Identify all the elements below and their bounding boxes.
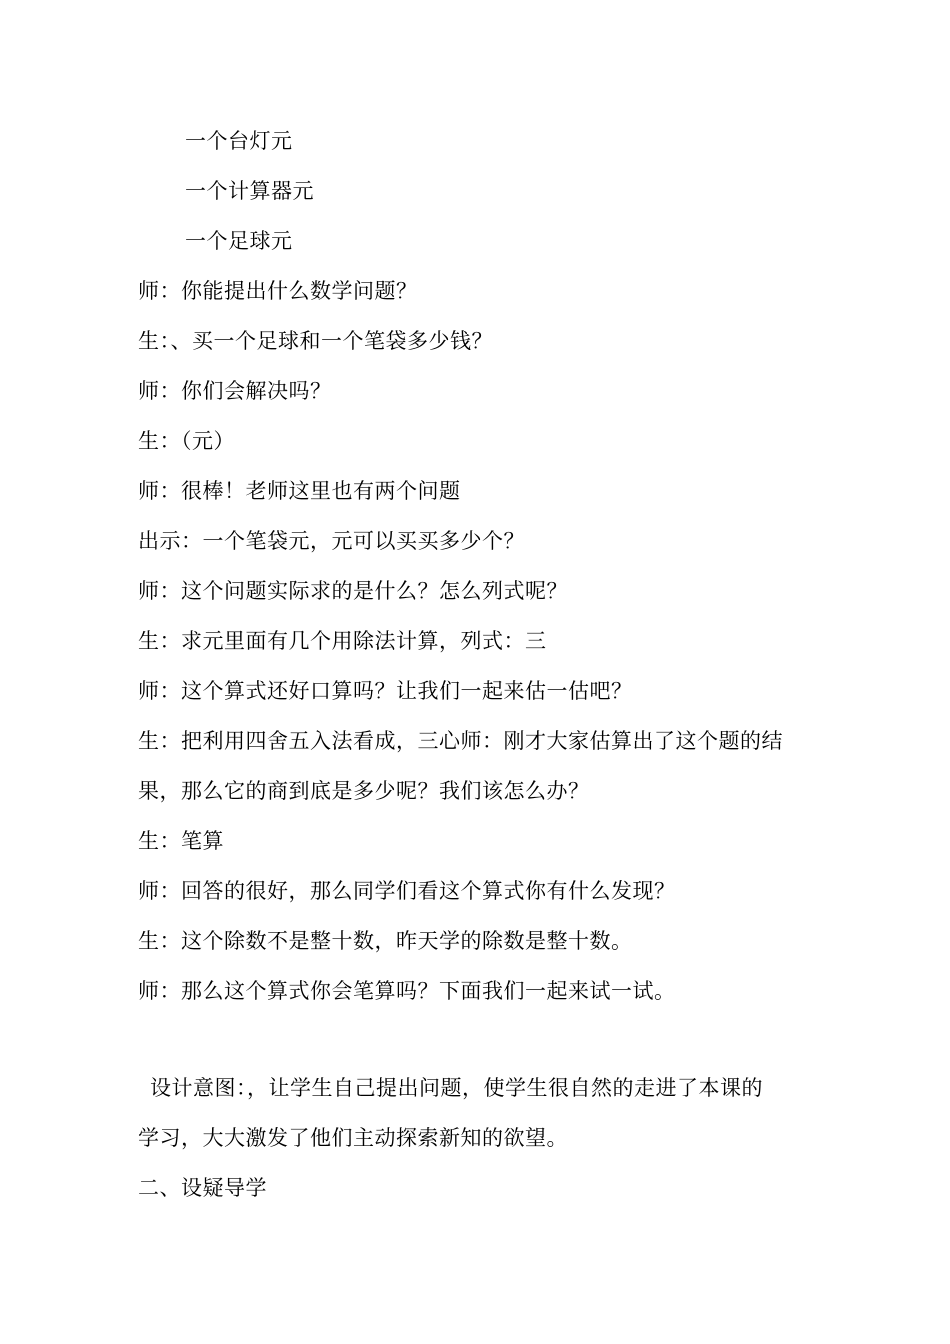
item-desk-lamp: 一个台灯元 xyxy=(185,129,293,153)
item-football: 一个足球元 xyxy=(185,229,293,253)
dialogue-line: 生：（元） xyxy=(138,429,235,453)
dialogue-line: 生：这个除数不是整十数，昨天学的除数是整十数。 xyxy=(138,929,633,953)
dialogue-line: 师：很棒！老师这里也有两个问题 xyxy=(138,479,461,503)
section-heading: 二、设疑导学 xyxy=(138,1176,267,1200)
dialogue-line: 师：这个算式还好口算吗？让我们一起来估一估吧？ xyxy=(138,679,633,703)
dialogue-line: 出示：一个笔袋元，元可以买买多少个？ xyxy=(138,529,525,553)
dialogue-line: 果，那么它的商到底是多少呢？我们该怎么办？ xyxy=(138,779,590,803)
dialogue-line: 生：求元里面有几个用除法计算，列式：三 xyxy=(138,629,547,653)
dialogue-line: 师：那么这个算式你会笔算吗？下面我们一起来试一试。 xyxy=(138,979,676,1003)
dialogue-line: 生：把利用四舍五入法看成，三心师：刚才大家估算出了这个题的结 xyxy=(138,729,783,753)
dialogue-line: 师：这个问题实际求的是什么？怎么列式呢？ xyxy=(138,579,568,603)
item-calculator: 一个计算器元 xyxy=(185,179,314,203)
dialogue-line: 师：你们会解决吗？ xyxy=(138,379,332,403)
design-intent-line: 设计意图：，让学生自己提出问题，使学生很自然的走进了本课的 xyxy=(150,1076,763,1100)
design-intent-line: 学习，大大激发了他们主动探索新知的欲望。 xyxy=(138,1126,568,1150)
dialogue-line: 生：笔算 xyxy=(138,829,224,853)
dialogue-line: 生：、买一个足球和一个笔袋多少钱？ xyxy=(138,329,493,353)
dialogue-line: 师：回答的很好，那么同学们看这个算式你有什么发现？ xyxy=(138,879,676,903)
dialogue-line: 师：你能提出什么数学问题？ xyxy=(138,279,418,303)
